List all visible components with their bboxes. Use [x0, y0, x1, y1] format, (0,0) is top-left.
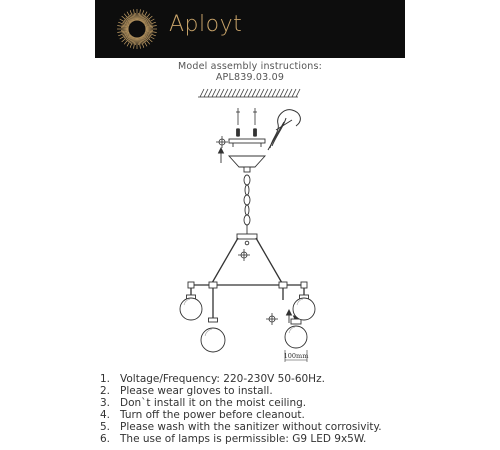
instructions-list	[100, 373, 382, 445]
document-title: Model assembly instructions:	[177, 61, 323, 72]
instruction-number: 4.	[100, 409, 111, 421]
instruction-number: 2.	[100, 385, 111, 397]
instruction-text: Don`t install it on the moist ceiling.	[120, 397, 307, 409]
brand-name: Aployt	[169, 12, 243, 37]
instruction-text: The use of lamps is permissible: G9 LED 9x5W.	[120, 433, 367, 445]
instruction-item	[100, 385, 382, 397]
globe-highlight	[184, 299, 303, 336]
glass-globe	[180, 298, 315, 352]
lamp-socket	[187, 295, 309, 324]
instruction-number: 6.	[100, 433, 111, 445]
instruction-item	[100, 421, 382, 433]
instruction-item	[100, 373, 382, 385]
mounting-screws	[236, 108, 257, 137]
instruction-number: 1.	[100, 373, 111, 385]
model-number: APL839.03.09	[215, 72, 285, 83]
instruction-item	[100, 433, 382, 445]
mounting-bracket	[229, 139, 265, 147]
instruction-number: 3.	[100, 397, 111, 409]
ceiling-canopy	[229, 156, 265, 172]
ceiling-hatching	[198, 89, 300, 97]
suspension-chain	[244, 175, 250, 234]
instruction-number: 5.	[100, 421, 111, 433]
instruction-item	[100, 409, 382, 421]
power-cable	[268, 110, 300, 150]
dimension-label: 100mm	[283, 352, 309, 360]
instruction-text: Please wear gloves to install.	[120, 385, 273, 397]
top-hub	[237, 234, 257, 245]
arrow-up-icon	[219, 148, 299, 323]
instruction-item	[100, 397, 382, 409]
instruction-text: Please wash with the sanitizer without corrosivity.	[120, 421, 382, 433]
instruction-text: Turn off the power before cleanout.	[120, 409, 305, 421]
lamp-frame	[188, 238, 307, 318]
instruction-text: Voltage/Frequency: 220-230V 50-60Hz.	[120, 373, 325, 385]
